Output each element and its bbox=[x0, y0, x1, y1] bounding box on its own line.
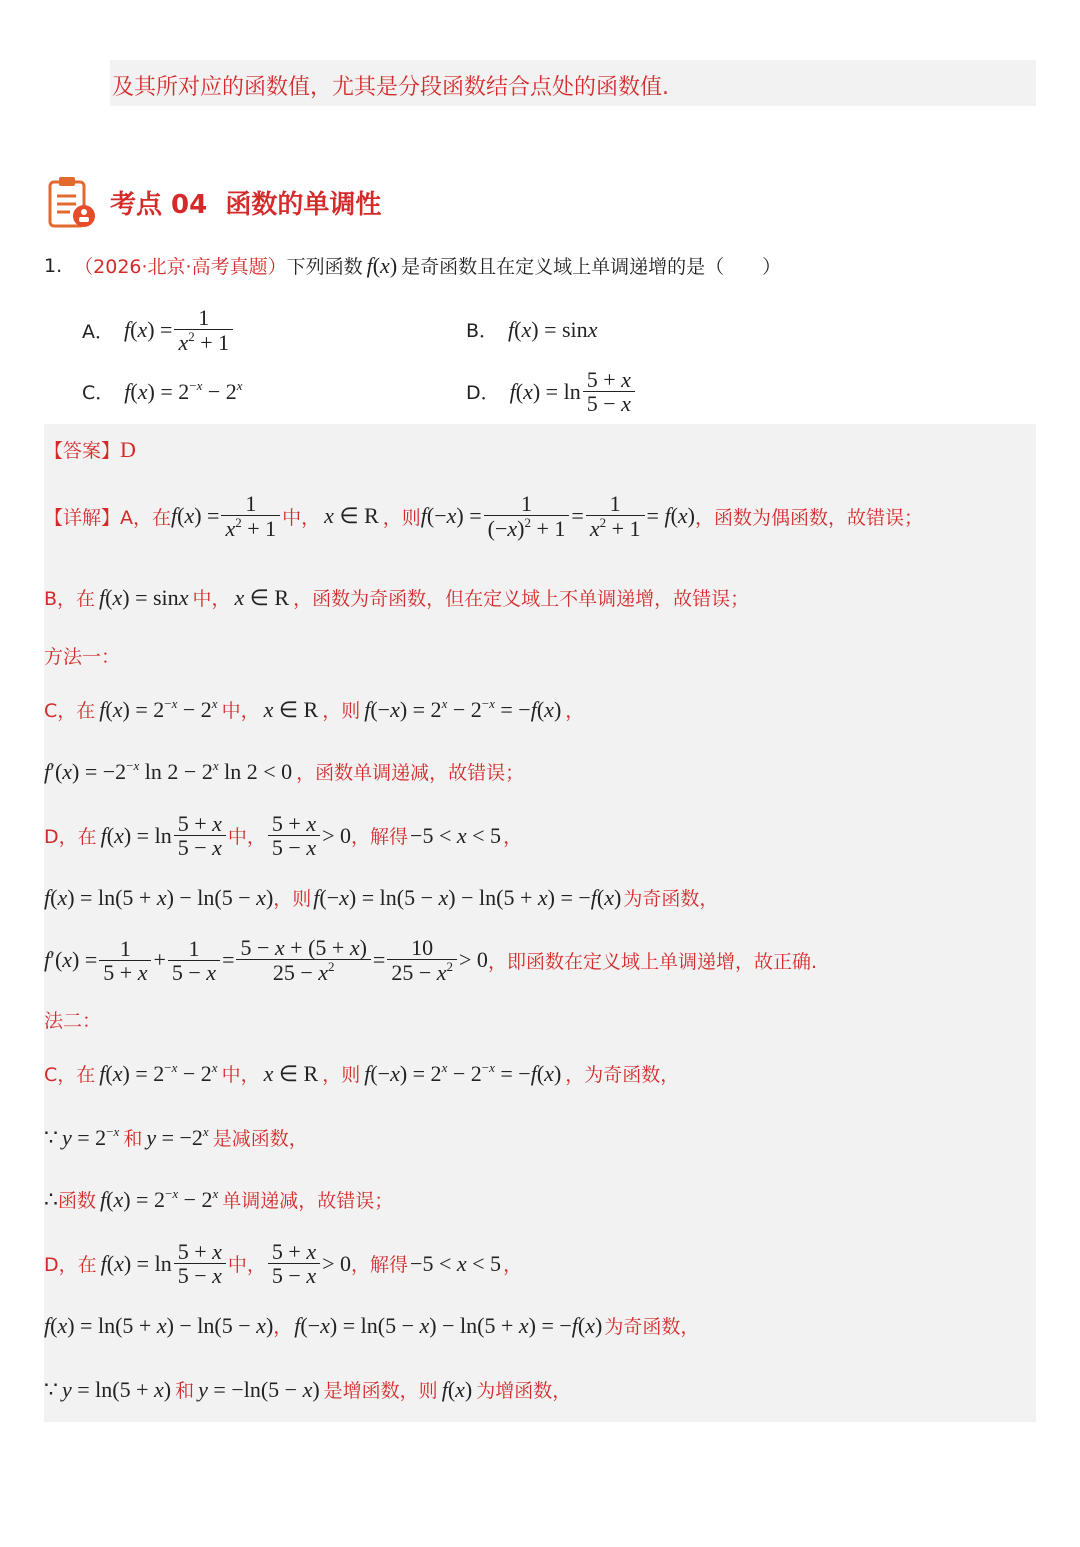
option-d: D． f(x) = ln $\frac{5 + x}{5 - x}$ bbox=[466, 368, 637, 415]
solution-c2-mid1: 中， bbox=[221, 1064, 260, 1086]
solution-d2-line2: f(x) = ln(5 + x) − ln(5 − x) ， f(−x) = ln(5 − x) − ln(5 + x) = −f(x) 为奇函数， bbox=[44, 1312, 700, 1338]
solution-d2-because-mid: 和 bbox=[175, 1380, 195, 1402]
because-icon-2: ∵ bbox=[44, 1376, 58, 1402]
solution-d1-pre: D，在 bbox=[44, 826, 97, 849]
solution-a-post: ，函数为偶函数，故错误； bbox=[694, 506, 923, 529]
answer-value: D bbox=[120, 436, 136, 462]
solution-tag: 【详解】 bbox=[44, 506, 121, 529]
solution-c2: C，在 $f(x) = 2^{-x} - 2^x$ 中， x ∈ R ，则 $f(-x) = 2^x - 2^{-x} = -f(x)$ ，为奇函数， bbox=[44, 1060, 680, 1086]
solution-a-mid1: 中， bbox=[282, 506, 321, 529]
solution-c2-therefore-pre: 函数 bbox=[58, 1190, 97, 1212]
top-note: 及其所对应的函数值，尤其是分段函数结合点处的函数值. bbox=[112, 75, 669, 100]
solution-a-pre: A，在 bbox=[120, 506, 172, 529]
solution-c1-mid2: ，则 bbox=[322, 700, 361, 722]
option-a: A． f(x) = $\frac{1}{x^2 + 1}$ bbox=[82, 306, 235, 354]
section-code: 考点 04 bbox=[110, 190, 208, 220]
clipboard-icon bbox=[46, 174, 98, 230]
solution-c1-deriv-post: ，函数单调递减，故错误； bbox=[296, 762, 525, 784]
solution-b-pre: B，在 bbox=[44, 588, 96, 610]
method-two-label: 法二： bbox=[44, 1010, 102, 1032]
solution-d2-line2-sep: ， bbox=[273, 1316, 293, 1338]
option-c: C． $f(x) = 2^{-x} - 2^x$ bbox=[82, 378, 243, 404]
solution-c1-derivative: $f'(x) = -2^{-x}$ $\ln 2 - 2^x$ ln 2 < 0 ，函数单调递减，故错误； bbox=[44, 758, 525, 784]
solution-b-post: ，函数为奇函数，但在定义域上不单调递增，故错误； bbox=[293, 588, 750, 610]
solution-a-mid2: ，则 bbox=[382, 506, 421, 529]
question-number: 1. bbox=[44, 254, 63, 277]
option-b: B． f(x) = sinx bbox=[466, 316, 598, 342]
solution-c2-because-post: 是减函数， bbox=[212, 1128, 308, 1150]
option-c-label: C． bbox=[82, 382, 115, 404]
solution-c2-because: ∵ $y = 2^{-x}$ 和 $y = -2^x$ 是减函数， bbox=[44, 1124, 308, 1150]
solution-b: B，在 f(x) = sinx 中， x ∈ R ，函数为奇函数，但在定义域上不单调递增，故错误； bbox=[44, 584, 750, 610]
option-d-label: D． bbox=[466, 382, 500, 405]
solution-d2-solve: ，解得 bbox=[351, 1254, 409, 1277]
solution-c1: C，在 $f(x) = 2^{-x} - 2^x$ 中， x ∈ R ，则 $f(-x) = 2^x - 2^{-x} = -f(x)$ ， bbox=[44, 696, 585, 722]
solution-d2-line2-post: 为奇函数， bbox=[604, 1316, 700, 1338]
stem-pre: 下列函数 bbox=[286, 256, 363, 278]
answer-line bbox=[44, 436, 136, 463]
answer-tag: 【答案】 bbox=[44, 440, 121, 462]
solution-c2-because-mid: 和 bbox=[123, 1128, 143, 1150]
solution-c2-post: ，为奇函数， bbox=[565, 1064, 680, 1086]
solution-b-mid: 中， bbox=[192, 588, 231, 610]
solution-c2-pre: C，在 bbox=[44, 1064, 96, 1086]
solution-d2-because-post: 是增函数，则 bbox=[323, 1380, 438, 1402]
stem-post: 是奇函数且在定义域上单调递增的是（ ） bbox=[401, 256, 782, 278]
because-icon: ∵ bbox=[44, 1124, 58, 1150]
solution-c1-post: ， bbox=[565, 700, 585, 722]
solution-d1-line2: f(x) = ln(5 + x) − ln(5 − x) ，则 f(−x) = ln(5 − x) − ln(5 + x) = −f(x) 为奇函数， bbox=[44, 884, 719, 910]
solution-c2-therefore: ∴ 函数 $f(x) = 2^{-x} - 2^x$ 单调递减，故错误； bbox=[44, 1186, 394, 1212]
question-source: （2026·北京·高考真题） bbox=[74, 256, 287, 278]
solution-c2-therefore-post: 单调递减，故错误； bbox=[222, 1190, 394, 1212]
solution-d2-mid: 中， bbox=[227, 1254, 266, 1277]
solution-d2-because-tail: 为增函数， bbox=[476, 1380, 572, 1402]
solution-d1-deriv-post: ，即函数在定义域上单调递增，故正确. bbox=[487, 950, 817, 973]
solution-d2-solve-tail: ， bbox=[503, 1254, 523, 1277]
solution-a: 【详解】 A，在 f(x) = $\frac{1}{x^2 + 1}$ 中， x ∈ R ，则 f(−x) = $\frac{1}{(-x)^2 + 1}$ = $\frac{1}{x^2 + 1}$ = f(x) ，函数为偶函数，故错误； bbox=[44, 491, 923, 542]
section-heading bbox=[110, 184, 381, 221]
option-b-label: B． bbox=[466, 320, 499, 342]
option-a-label: A． bbox=[82, 320, 114, 343]
solution-d1-solve: ，解得 bbox=[351, 826, 409, 849]
solution-d2: D，在 f(x) = ln $\frac{5 + x}{5 - x}$ 中， $\frac{5 + x}{5 - x}$ > 0 ，解得 −5 < x < 5 ， bbox=[44, 1239, 523, 1289]
section-title: 函数的单调性 bbox=[225, 190, 382, 220]
solution-d1-line2-mid: ，则 bbox=[273, 888, 312, 910]
solution-c1-mid1: 中， bbox=[221, 700, 260, 722]
method-one-label: 方法一： bbox=[44, 646, 121, 668]
solution-d1-line2-post: 为奇函数， bbox=[623, 888, 719, 910]
solution-d1-mid: 中， bbox=[227, 826, 266, 849]
solution-d2-pre: D，在 bbox=[44, 1254, 97, 1277]
solution-c1-pre: C，在 bbox=[44, 700, 96, 722]
question-stem: 1. （2026·北京·高考真题） 下列函数 f(x) 是奇函数且在定义域上单调递增的是（ ） bbox=[44, 252, 782, 278]
solution-d1: D，在 f(x) = ln $\frac{5 + x}{5 - x}$ 中， $\frac{5 + x}{5 - x}$ > 0 ，解得 −5 < x < 5 ， bbox=[44, 811, 523, 861]
solution-d2-because: ∵ y = ln(5 + x) 和 y = −ln(5 − x) 是增函数，则 f(x) 为增函数， bbox=[44, 1376, 572, 1402]
solution-d1-solve-tail: ， bbox=[503, 826, 523, 849]
solution-c2-mid2: ，则 bbox=[322, 1064, 361, 1086]
therefore-icon: ∴ bbox=[44, 1186, 58, 1212]
solution-d1-derivative: f′(x) = $\frac{1}{5 + x}$ + $\frac{1}{5 - x}$ = $\frac{5 - x + (5 + x)}{25 - x^2}$ = $\frac{10}{25 - x^2}$ > 0 ，即函数在定义域上单调递增，故正确. bbox=[44, 935, 817, 986]
